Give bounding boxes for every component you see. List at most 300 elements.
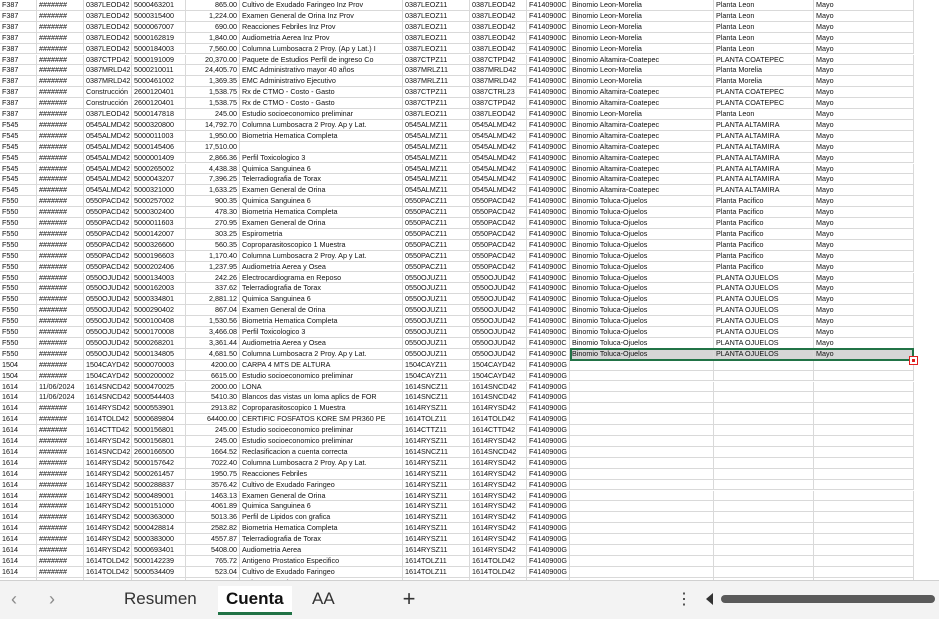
table-cell[interactable]: 0550OJUD42 [470,349,527,360]
table-cell[interactable] [714,469,814,480]
table-cell[interactable]: 1614 [0,403,37,414]
table-cell[interactable]: Binomio Leon-Morelia [570,22,714,33]
table-cell[interactable]: 0550PACZ11 [403,229,470,240]
table-cell[interactable]: 5013.36 [186,512,240,523]
table-cell[interactable]: F545 [0,185,37,196]
table-cell[interactable]: Binomio Leon-Morelia [570,11,714,22]
table-cell[interactable]: 0545ALMZ11 [403,153,470,164]
table-cell[interactable]: 1614RYSZ11 [403,491,470,502]
table-cell[interactable]: 0545ALMZ11 [403,185,470,196]
table-cell[interactable]: ####### [37,196,84,207]
table-cell[interactable] [714,567,814,578]
table-cell[interactable]: F545 [0,153,37,164]
table-cell[interactable]: Planta Leon [714,44,814,55]
table-cell[interactable]: Mayo [814,273,914,284]
table-cell[interactable]: Electrocardiograma en Reposo [240,273,403,284]
table-cell[interactable]: Mayo [814,316,914,327]
table-cell[interactable]: PLANTA OJUELOS [714,327,814,338]
table-cell[interactable]: 1614RYSD42 [84,480,132,491]
table-cell[interactable]: ####### [37,501,84,512]
table-cell[interactable]: F4140900G [527,501,570,512]
table-cell[interactable] [714,382,814,393]
table-cell[interactable]: 0387LEOD42 [470,33,527,44]
table-cell[interactable]: F4140900C [527,273,570,284]
table-cell[interactable]: 5000265002 [132,164,186,175]
table-cell[interactable]: 5000689804 [132,414,186,425]
table-cell[interactable]: Mayo [814,44,914,55]
table-cell[interactable]: ####### [37,142,84,153]
table-cell[interactable]: ####### [37,480,84,491]
table-cell[interactable]: Binomio Altamira-Coatepec [570,174,714,185]
table-cell[interactable]: 5000134003 [132,273,186,284]
table-cell[interactable]: Columna Lumbosacra 2 Proy. Ap y Lat. [240,251,403,262]
table-cell[interactable] [570,556,714,567]
table-cell[interactable] [714,436,814,447]
table-cell[interactable]: 1614SNCD42 [86,381,131,391]
table-cell[interactable]: 0550OJUD42 [84,338,132,349]
table-cell[interactable]: 1,224.00 [186,11,240,22]
table-cell[interactable]: F550 [0,240,37,251]
table-cell[interactable] [570,458,714,469]
table-cell[interactable]: F4140900C [527,283,570,294]
table-cell[interactable]: Quimica Sanguinea 6 [240,196,403,207]
table-cell[interactable]: Cultivo de Exudado Faringeo [240,567,403,578]
table-cell[interactable]: 5000470025 [132,382,186,393]
table-cell[interactable]: ####### [37,65,84,76]
table-cell[interactable]: 0550PACZ11 [403,218,470,229]
table-cell[interactable] [814,371,914,382]
table-cell[interactable]: 1614RYSD42 [84,501,132,512]
table-cell[interactable]: Mayo [814,65,914,76]
table-cell[interactable]: 1614RYSD42 [84,458,132,469]
table-cell[interactable]: 867.04 [186,305,240,316]
table-cell[interactable]: 0387LEOZ11 [403,11,470,22]
table-cell[interactable]: 242.26 [186,273,240,284]
table-cell[interactable]: 0550PACZ11 [403,251,470,262]
table-cell[interactable]: ####### [37,491,84,502]
table-cell[interactable]: 1614 [0,447,37,458]
table-cell[interactable]: 2,866.36 [186,153,240,164]
table-cell[interactable]: Mayo [814,294,914,305]
table-cell[interactable]: 5000196603 [132,251,186,262]
table-cell[interactable]: Mayo [814,305,914,316]
table-cell[interactable]: F4140900C [527,229,570,240]
table-cell[interactable]: F545 [0,174,37,185]
table-cell[interactable]: 0545ALMD42 [470,164,527,175]
table-cell[interactable]: Mayo [814,131,914,142]
table-cell[interactable]: Coproparasitoscopico 1 Muestra [240,240,403,251]
horizontal-scrollbar[interactable] [721,595,935,603]
table-cell[interactable]: Mayo [814,196,914,207]
table-cell[interactable]: 0550PACD42 [84,240,132,251]
table-cell[interactable]: 0387LEOD42 [470,11,527,22]
table-cell[interactable]: F4140900C [527,349,570,360]
table-cell[interactable]: Cultivo de Exudado Faringeo Inz Prov [240,0,403,11]
table-cell[interactable]: PLANTA ALTAMIRA [714,164,814,175]
table-cell[interactable]: F387 [0,22,37,33]
table-cell[interactable]: Binomio Toluca-Ojuelos [570,283,714,294]
table-cell[interactable]: Binomio Leon-Morelia [570,44,714,55]
table-cell[interactable]: 0550PACZ11 [403,240,470,251]
table-cell[interactable]: 0550OJUD42 [470,273,527,284]
table-cell[interactable]: 5000067007 [132,22,186,33]
table-cell[interactable]: 0387LEOD42 [84,33,132,44]
table-cell[interactable]: Mayo [814,251,914,262]
table-cell[interactable]: 245.00 [186,436,240,447]
table-cell[interactable] [814,458,914,469]
table-cell[interactable]: ####### [37,305,84,316]
table-cell[interactable]: 3,466.08 [186,327,240,338]
table-cell[interactable]: Mayo [814,0,914,11]
table-cell[interactable]: Mayo [814,33,914,44]
table-cell[interactable]: Mayo [814,229,914,240]
table-cell[interactable]: PLANTA OJUELOS [714,316,814,327]
table-cell[interactable]: 1614SNCZ11 [403,382,470,393]
table-cell[interactable] [570,480,714,491]
table-cell[interactable]: 1614TOLD42 [470,567,527,578]
table-cell[interactable]: 0387MRLD42 [86,65,131,75]
table-cell[interactable]: 0545ALMZ11 [403,174,470,185]
table-cell[interactable]: 1614TOLZ11 [403,414,470,425]
table-cell[interactable]: ####### [37,273,84,284]
table-cell[interactable]: 0387CTPZ11 [403,87,470,98]
table-cell[interactable]: F4140900G [527,567,570,578]
table-cell[interactable] [714,491,814,502]
table-cell[interactable] [814,469,914,480]
table-cell[interactable]: Binomio Toluca-Ojuelos [570,262,714,273]
table-cell[interactable]: Mayo [814,109,914,120]
table-cell[interactable] [814,512,914,523]
table-cell[interactable]: Binomio Toluca-Ojuelos [570,338,714,349]
table-cell[interactable]: 1,840.00 [186,33,240,44]
table-cell[interactable]: Mayo [814,174,914,185]
table-cell[interactable]: 1614 [0,425,37,436]
table-cell[interactable]: Planta Pacifico [714,218,814,229]
table-cell[interactable]: F4140900G [527,534,570,545]
table-cell[interactable]: F387 [0,109,37,120]
table-cell[interactable]: 765.72 [186,556,240,567]
table-cell[interactable]: 690.00 [186,22,240,33]
table-cell[interactable]: F387 [0,76,37,87]
table-cell[interactable]: CARPA 4 MTS DE ALTURA [240,360,403,371]
table-cell[interactable]: ####### [37,523,84,534]
table-cell[interactable]: 4200.00 [186,360,240,371]
table-cell[interactable]: Planta Pacifico [714,207,814,218]
table-cell[interactable]: Audiometria Aerea y Osea [240,262,403,273]
table-cell[interactable]: Planta Pacifico [714,240,814,251]
table-cell[interactable]: Binomio Toluca-Ojuelos [570,196,714,207]
table-cell[interactable]: 1614SNCZ11 [403,447,470,458]
table-cell[interactable]: F4140900C [527,153,570,164]
table-cell[interactable]: 5000315400 [132,11,186,22]
table-cell[interactable]: 17,510.00 [186,142,240,153]
table-cell[interactable]: F4140900C [527,33,570,44]
table-cell[interactable]: 20,370.00 [186,55,240,66]
table-cell[interactable]: Rx de CTMO - Costo - Gasto [240,98,403,109]
table-cell[interactable]: ####### [37,164,84,175]
table-cell[interactable]: 5000334801 [132,294,186,305]
table-cell[interactable]: 1504 [0,371,37,382]
table-cell[interactable] [814,447,914,458]
table-cell[interactable]: 5000428814 [132,523,186,534]
table-cell[interactable]: 1614RYSD42 [470,480,527,491]
table-cell[interactable]: 0387MRLD42 [470,76,527,87]
table-cell[interactable]: ####### [37,469,84,480]
table-cell[interactable]: F4140900C [527,185,570,196]
table-cell[interactable]: 1614RYSD42 [470,523,527,534]
table-cell[interactable]: ####### [37,316,84,327]
table-cell[interactable]: ####### [37,76,84,87]
table-cell[interactable]: Examen General de Orina [240,491,403,502]
table-cell[interactable]: 1614CTTD42 [84,425,132,436]
table-cell[interactable]: 1614RYSZ11 [403,512,470,523]
table-cell[interactable]: 4,681.50 [186,349,240,360]
table-cell[interactable]: 0550PACD42 [84,207,132,218]
table-cell[interactable]: Mayo [814,142,914,153]
table-cell[interactable]: Examen General de Orina Inz Prov [240,11,403,22]
table-cell[interactable]: PLANTA COATEPEC [714,98,814,109]
table-cell[interactable]: ####### [37,0,84,11]
table-cell[interactable] [570,360,714,371]
table-cell[interactable]: F4140900G [527,469,570,480]
table-cell[interactable]: ####### [37,403,84,414]
table-cell[interactable]: 1463.13 [186,491,240,502]
table-cell[interactable]: F387 [0,65,37,76]
table-cell[interactable] [570,512,714,523]
table-cell[interactable]: 5000001409 [132,153,186,164]
table-cell[interactable]: F4140900C [527,305,570,316]
table-cell[interactable]: F4140900C [527,338,570,349]
table-cell[interactable]: 0545ALMZ11 [403,164,470,175]
table-cell[interactable]: Binomio Toluca-Ojuelos [570,316,714,327]
table-cell[interactable]: F4140900G [527,458,570,469]
table-cell[interactable]: 1614 [0,469,37,480]
table-cell[interactable]: 5000210011 [132,65,186,76]
table-cell[interactable]: Planta Pacifico [714,229,814,240]
table-cell[interactable]: F550 [0,196,37,207]
table-cell[interactable]: F4140900C [527,207,570,218]
table-cell[interactable]: Audiometria Aerea y Osea [240,338,403,349]
table-cell[interactable]: 1664.52 [186,447,240,458]
table-cell[interactable]: PLANTA OJUELOS [714,294,814,305]
table-cell[interactable]: 0387MRLZ11 [403,65,470,76]
table-cell[interactable]: 5000162003 [132,283,186,294]
table-cell[interactable]: 1504CAYD42 [84,360,132,371]
table-cell[interactable]: 24,405.70 [186,65,240,76]
table-cell[interactable] [570,501,714,512]
table-cell[interactable]: F550 [0,207,37,218]
table-cell[interactable]: 0545ALMD42 [84,174,132,185]
table-cell[interactable]: 5000100408 [132,316,186,327]
table-cell[interactable] [570,469,714,480]
tab-aa[interactable]: AA [312,589,335,608]
table-cell[interactable]: ####### [37,240,84,251]
table-cell[interactable] [714,447,814,458]
table-cell[interactable]: Binomio Toluca-Ojuelos [570,273,714,284]
table-cell[interactable]: Biometria Hematica Completa [240,523,403,534]
table-cell[interactable]: F545 [0,164,37,175]
table-cell[interactable]: F4140900C [527,87,570,98]
table-cell[interactable]: 3576.42 [186,480,240,491]
prev-sheet-icon[interactable]: ‹ [11,589,17,609]
table-cell[interactable]: ####### [37,87,84,98]
table-cell[interactable]: 0550PACZ11 [403,196,470,207]
table-cell[interactable]: Binomio Altamira-Coatepec [570,131,714,142]
table-cell[interactable]: 5000202406 [132,262,186,273]
table-cell[interactable]: Construcción [84,98,132,109]
table-cell[interactable]: PLANTA COATEPEC [714,55,814,66]
table-cell[interactable] [570,523,714,534]
table-cell[interactable]: Mayo [814,76,914,87]
table-cell[interactable]: 0545ALMD42 [84,142,132,153]
table-cell[interactable] [714,480,814,491]
table-cell[interactable]: 0550OJUZ11 [403,294,470,305]
table-cell[interactable]: Telerradiografia de Torax [240,283,403,294]
table-cell[interactable]: 0545ALMD42 [470,174,527,185]
table-cell[interactable]: 0550PACD42 [84,251,132,262]
table-cell[interactable]: Columna Lumbosacra 2 Proy. Ap y Lat. [240,120,403,131]
table-cell[interactable]: 0387LEOD42 [470,44,527,55]
table-cell[interactable]: Binomio Leon-Morelia [570,0,714,11]
table-cell[interactable]: Binomio Altamira-Coatepec [570,142,714,153]
table-cell[interactable]: 0550OJUD42 [470,283,527,294]
table-cell[interactable]: 1614RYSD42 [84,523,132,534]
table-cell[interactable]: ####### [37,458,84,469]
table-cell[interactable]: 5000043207 [132,174,186,185]
table-cell[interactable]: 0387MRLD42 [86,76,131,86]
table-cell[interactable]: CERTIFIC FOSFATOS KORE SM PR360 PE [240,414,403,425]
table-cell[interactable]: 1614RYSD42 [470,469,527,480]
table-cell[interactable]: 2600120401 [132,98,186,109]
table-cell[interactable]: F545 [0,142,37,153]
table-cell[interactable] [714,512,814,523]
table-cell[interactable]: F4140900C [527,120,570,131]
table-cell[interactable] [714,545,814,556]
table-cell[interactable]: 0387CTPD42 [470,55,527,66]
table-cell[interactable]: 0387LEOD42 [470,22,527,33]
table-cell[interactable]: 5000326600 [132,240,186,251]
table-cell[interactable]: 7,396.25 [186,174,240,185]
table-cell[interactable]: Mayo [814,207,914,218]
table-cell[interactable]: ####### [37,283,84,294]
table-cell[interactable]: 5000383000 [132,534,186,545]
table-cell[interactable]: 5000170008 [132,327,186,338]
table-cell[interactable]: Estudio socioeconomico preliminar [240,109,403,120]
table-cell[interactable]: F4140900C [527,174,570,185]
table-cell[interactable]: 5000290402 [132,305,186,316]
table-cell[interactable]: 5000693401 [132,545,186,556]
table-cell[interactable]: 1614 [0,534,37,545]
table-cell[interactable] [714,556,814,567]
table-cell[interactable]: 1614 [0,501,37,512]
table-cell[interactable]: 0550PACD42 [84,196,132,207]
table-cell[interactable]: ####### [37,185,84,196]
table-cell[interactable]: Planta Pacifico [714,196,814,207]
table-cell[interactable]: 5000544403 [132,392,186,403]
table-cell[interactable]: 0550OJUZ11 [403,316,470,327]
table-cell[interactable]: 0550OJUD42 [84,327,132,338]
table-cell[interactable]: Estudio socioeconomico preliminar [240,425,403,436]
table-cell[interactable]: 900.35 [186,196,240,207]
table-cell[interactable]: Binomio Leon-Morelia [570,65,714,76]
table-cell[interactable]: Mayo [814,153,914,164]
table-cell[interactable]: F4140900G [527,425,570,436]
table-cell[interactable]: PLANTA ALTAMIRA [714,153,814,164]
table-cell[interactable]: 5000162819 [132,33,186,44]
table-cell[interactable]: F4140900G [527,414,570,425]
table-cell[interactable]: 0545ALMZ11 [403,142,470,153]
table-cell[interactable]: 1614RYSZ11 [403,469,470,480]
table-cell[interactable]: 1614RYSD42 [470,501,527,512]
tab-resumen[interactable]: Resumen [124,589,197,608]
more-options-icon[interactable]: ⋮ [676,591,692,608]
table-cell[interactable]: 1614TOLD42 [470,556,527,567]
table-cell[interactable]: 0545ALMD42 [470,142,527,153]
table-cell[interactable]: 2,881.12 [186,294,240,305]
table-cell[interactable] [714,392,814,403]
table-cell[interactable]: Planta Leon [714,109,814,120]
table-cell[interactable]: 2913.82 [186,403,240,414]
table-cell[interactable]: 2582.82 [186,523,240,534]
table-cell[interactable] [814,534,914,545]
table-cell[interactable]: 1614RYSD42 [84,403,132,414]
table-cell[interactable]: Blancos das vistas un loma aplics de FOR [240,392,403,403]
table-cell[interactable]: 0550PACD42 [84,229,132,240]
table-cell[interactable]: 5000147818 [132,109,186,120]
table-cell[interactable]: 1614RYSD42 [470,512,527,523]
table-cell[interactable]: PLANTA ALTAMIRA [714,174,814,185]
table-cell[interactable]: 5000553901 [132,403,186,414]
table-cell[interactable]: Audiometria Aerea [240,545,403,556]
table-cell[interactable]: F550 [0,338,37,349]
table-cell[interactable]: 0387MRLZ11 [403,76,470,87]
table-cell[interactable]: Planta Morelia [714,65,814,76]
table-cell[interactable]: F4140900C [527,327,570,338]
table-cell[interactable]: F550 [0,218,37,229]
table-cell[interactable]: 5000268201 [132,338,186,349]
table-cell[interactable]: PLANTA ALTAMIRA [714,131,814,142]
table-cell[interactable]: F550 [0,262,37,273]
table-cell[interactable]: 1614TOLZ11 [403,556,470,567]
table-cell[interactable] [570,545,714,556]
table-cell[interactable]: 0387CTPD42 [84,55,132,66]
table-cell[interactable]: F4140900C [527,98,570,109]
table-cell[interactable]: Rx de CTMO - Costo - Gasto [240,87,403,98]
table-cell[interactable] [714,371,814,382]
table-cell[interactable]: 5000321000 [132,185,186,196]
table-cell[interactable]: Audiometria Aerea Inz Prov [240,33,403,44]
table-cell[interactable]: 7,560.00 [186,44,240,55]
table-cell[interactable]: F4140900C [527,131,570,142]
table-cell[interactable]: Binomio Toluca-Ojuelos [570,251,714,262]
table-cell[interactable]: 1614RYSD42 [470,403,527,414]
table-cell[interactable]: Perfil Toxicologico 3 [240,327,403,338]
table-cell[interactable]: 0550PACD42 [470,251,527,262]
table-cell[interactable]: Examen General de Orina [240,218,403,229]
table-cell[interactable]: 270.95 [186,218,240,229]
table-cell[interactable]: F387 [0,55,37,66]
table-cell[interactable]: 1614TOLD42 [84,556,132,567]
table-cell[interactable] [714,414,814,425]
table-cell[interactable]: 245.00 [186,425,240,436]
table-cell[interactable]: 560.35 [186,240,240,251]
table-cell[interactable] [714,425,814,436]
table-cell[interactable]: 0550PACD42 [470,218,527,229]
table-cell[interactable]: Mayo [814,185,914,196]
table-cell[interactable]: 1614TOLD42 [84,567,132,578]
table-cell[interactable]: ####### [37,425,84,436]
table-cell[interactable]: F4140900C [527,142,570,153]
